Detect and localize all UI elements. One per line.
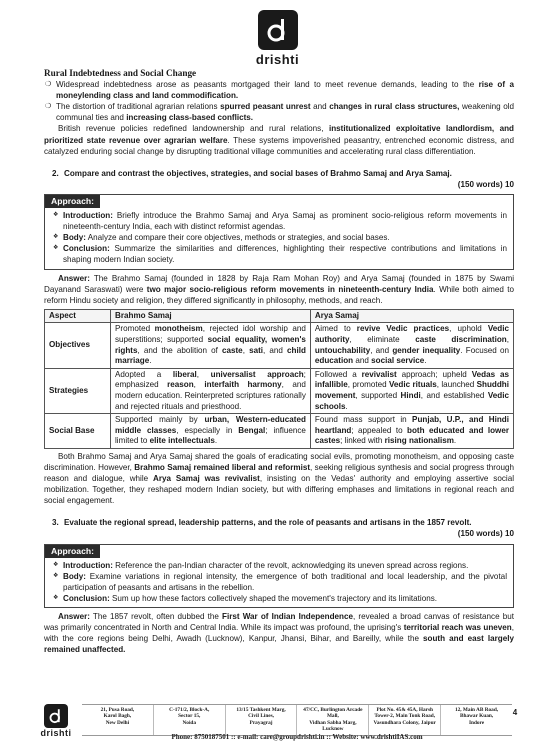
bold-text: both educated and lower castes xyxy=(314,425,509,446)
text-run: Sum up how these factors collectively shaped the movement's trajectory and its limitations. xyxy=(109,593,438,603)
bullet-circle-icon: ❍ xyxy=(45,81,52,89)
text-run: , and the abolition of xyxy=(137,345,222,355)
address-line: Indore xyxy=(468,719,485,726)
text-run: . These systems impoverished peasantry, entrenched economic distress, and catalyzed enduring social change by disrupting traditional village communities and accelerating rural class differentiation. xyxy=(44,135,515,156)
bold-text: untouchability xyxy=(314,345,371,355)
text-run: Followed a xyxy=(314,369,362,379)
bold-text: Vedic schools xyxy=(314,390,509,411)
intro-bullet-list xyxy=(44,79,514,123)
approach-item xyxy=(49,593,507,604)
text-run: , and xyxy=(370,345,393,355)
text-run: , with the core regions being Delhi, Awadh (Lucknow), Kanpur, Jhansi, Bihar, and Bareilly, while the xyxy=(44,623,514,644)
bold-text: social service xyxy=(371,356,425,366)
bold-text: Shuddhi movement xyxy=(314,380,509,400)
bold-text: Introduction: xyxy=(63,211,113,221)
bold-text: spurred peasant unrest xyxy=(220,102,311,112)
text-run: , promoted xyxy=(347,380,389,390)
contact-line: Phone: 8750187501 :: e-mail: care@groupdrishti.in :: Website: www.drishtiIAS.com xyxy=(171,733,423,741)
text-run: Widespread indebtedness arose as peasants mortgaged their land to meet revenue demands, leading to the xyxy=(56,80,479,90)
address-line: Tower-2, Main Tonk Road, xyxy=(374,713,436,720)
text-run: , supported xyxy=(355,390,401,400)
bold-text: sati xyxy=(249,345,264,355)
table-row xyxy=(45,414,514,449)
bold-text: caste discrimination xyxy=(415,334,507,344)
bold-text: Conclusion: xyxy=(63,593,110,603)
conclusion-paragraph xyxy=(44,451,514,506)
text-run: . xyxy=(424,356,427,366)
bold-text: Body: xyxy=(63,571,86,581)
list-item xyxy=(44,79,514,101)
text-run: . xyxy=(453,436,457,446)
address-line: Vidhan Sabha Marg, xyxy=(309,719,357,726)
text-run: , and established xyxy=(420,390,488,400)
bold-text: two major socio-religious reform movements in nineteenth-century India xyxy=(146,284,434,294)
text-run: and xyxy=(353,356,372,366)
bold-text: Answer: xyxy=(58,612,90,622)
footer-logo xyxy=(38,704,74,738)
address-line: Plot No. 45& 45A, Harsh xyxy=(376,707,433,713)
text-run: , eliminate xyxy=(349,334,416,344)
text-run: Aimed to xyxy=(314,324,357,334)
bold-text: institutionalized exploitative landlordism, and prioritized state revenue over agrarian welfare xyxy=(44,124,514,145)
address-block xyxy=(369,705,441,735)
header-logo xyxy=(0,10,555,67)
address-line: 13/15 Tashkent Marg, xyxy=(236,707,286,713)
footer-brand-name: drishti xyxy=(40,728,72,738)
bold-text: First War of Indian Independence xyxy=(222,612,353,622)
approach-box xyxy=(44,194,514,270)
text-run: ; influence limited to xyxy=(115,425,306,446)
address-line: Lucknow xyxy=(322,726,344,733)
text-run: Briefly introduce the Brahmo Samaj and Arya Samaj as prominent socio-religious reform movements in nineteenth-century India, each with distinct reformist agendas. xyxy=(63,211,507,232)
text-run: . xyxy=(149,356,152,366)
text-run: ; linked with xyxy=(340,436,385,446)
approach-list xyxy=(45,208,513,268)
address-line: C-171/2, Block-A, xyxy=(169,707,210,713)
bold-text: monotheism xyxy=(154,324,203,334)
bullet-diamond-icon: ❖ xyxy=(53,245,59,252)
address-line: Bhawar Kuan, xyxy=(459,713,494,720)
bold-text: Vedic authority xyxy=(314,324,509,344)
bullet-diamond-icon: ❖ xyxy=(53,572,59,579)
text-run: , revealed a broad canvas of resistance but was primarily concentrated in North and Central India. While its impact was profound, the uprising's xyxy=(44,612,514,633)
text-run: weakening old communal ties and xyxy=(56,102,514,123)
text-run: Examine variations in regional intensity, the emergence of both traditional and local leadership, and the pivotal participation of peasants and artisans in the rebellion. xyxy=(63,571,507,592)
answer-paragraph xyxy=(44,273,514,306)
approach-box xyxy=(44,544,514,608)
bold-text: revive Vedic practices xyxy=(356,324,450,334)
text-run: , uphold xyxy=(449,324,488,334)
bold-text: elite intellectuals xyxy=(149,436,215,446)
question-2 xyxy=(52,168,514,179)
table-row xyxy=(45,368,514,413)
bold-text: changes in rural class structures, xyxy=(329,102,460,112)
bold-text: interfaith harmony xyxy=(204,380,282,390)
bold-text: revivalist xyxy=(361,369,397,379)
question-number: 2. xyxy=(52,168,59,178)
drishti-logo-icon xyxy=(258,10,298,50)
question-3 xyxy=(52,517,514,528)
brahmo-cell xyxy=(111,414,311,449)
section-heading: Rural Indebtedness and Social Change xyxy=(44,68,197,78)
text-run: Analyze and compare their core objectives, methods or strategies, and social bases. xyxy=(85,233,390,243)
approach-item xyxy=(49,571,507,593)
text-run: , seeking religious synthesis and social progress through reason and dialogue, while xyxy=(44,463,515,484)
bold-text: urban, Western-educated middle classes xyxy=(115,415,306,435)
content xyxy=(44,68,514,655)
text-run: British revenue policies redefined landownership and rural relations, xyxy=(58,124,329,134)
text-run: The 1857 revolt, often dubbed the xyxy=(89,612,223,622)
approach-item xyxy=(49,232,507,243)
text-run: . Focused on xyxy=(460,345,509,355)
address-line: 12, Main AB Road, xyxy=(454,707,499,713)
address-block xyxy=(297,705,369,735)
bullet-diamond-icon: ❖ xyxy=(53,212,59,219)
bold-text: Hindi xyxy=(400,390,421,400)
question-marks: (150 words) 10 xyxy=(457,529,514,539)
bold-text: liberal xyxy=(172,369,197,379)
approach-label: Approach: xyxy=(45,195,100,208)
intro-paragraph xyxy=(44,123,514,156)
footer xyxy=(38,704,522,744)
list-item xyxy=(44,101,514,123)
page-number: 4 xyxy=(508,706,522,720)
text-run: ; emphasized xyxy=(115,369,306,390)
text-run: , especially in xyxy=(176,425,239,435)
address-line: Sector 15, xyxy=(178,713,201,720)
approach-label: Approach: xyxy=(45,545,100,558)
text-run: Supported mainly by xyxy=(115,415,205,425)
approach-item xyxy=(49,210,507,232)
approach-list xyxy=(45,558,513,607)
answer-paragraph xyxy=(44,611,514,655)
text-run: . While both aimed to reform Hindu society and religion, they differed significantly in philosophy, methods, and reach. xyxy=(44,284,515,305)
bold-text: increasing class-based conflicts. xyxy=(126,113,254,123)
bold-text: universalist approach xyxy=(210,369,304,379)
table-row xyxy=(45,323,514,368)
text-run: , and xyxy=(263,345,288,355)
address-block xyxy=(441,705,512,735)
approach-item xyxy=(49,243,507,265)
bold-text: Conclusion: xyxy=(63,244,110,254)
address-line: Prayagraj xyxy=(249,719,273,726)
brahmo-cell xyxy=(111,323,311,368)
text-run: ; appealed to xyxy=(351,425,408,435)
bold-text: Vedas as infallible xyxy=(314,369,509,390)
question-marks: (150 words) 10 xyxy=(457,179,514,189)
bold-text: rise of a moneylending class and land commodification. xyxy=(56,80,514,101)
bold-text: reason xyxy=(167,380,194,390)
bold-text: Brahmo Samaj remained liberal and reformist xyxy=(134,463,311,472)
bullet-diamond-icon: ❖ xyxy=(53,234,59,241)
text-run: , xyxy=(506,334,509,344)
address-line: 47/CC, Burlington Arcade Mall, xyxy=(303,707,363,720)
bold-text: Punjab, U.P., and Hindi heartland xyxy=(314,415,510,435)
text-run: , xyxy=(193,380,205,390)
question-number: 3. xyxy=(52,518,59,528)
address-block xyxy=(226,705,298,735)
text-run: The Brahmo Samaj (founded in 1828 by Raja Ram Mohan Roy) and Arya Samaj (founded in 1875 by Swami Dayanand Saraswati) were xyxy=(44,273,514,294)
text-run: , rejected idol worship and superstitions; supported xyxy=(115,324,306,344)
address-line: Civil Lines, xyxy=(248,713,275,720)
question-text: Evaluate the regional spread, leadership patterns, and the role of peasants and artisans in the 1857 revolt. xyxy=(64,518,472,528)
bold-text: rising nationalism xyxy=(384,436,454,446)
address-block xyxy=(154,705,226,735)
text-run: , xyxy=(242,345,250,355)
bullet-diamond-icon: ❖ xyxy=(53,594,59,601)
text-run: Found mass support in xyxy=(314,415,413,425)
text-run: Adopted a xyxy=(115,369,173,379)
bold-text: Vedic rituals xyxy=(388,380,437,390)
bold-text: gender inequality xyxy=(392,345,461,355)
text-run: . xyxy=(345,401,348,411)
comparison-table xyxy=(44,309,514,449)
address-strip xyxy=(82,704,512,736)
text-run: Promoted xyxy=(115,324,155,334)
bold-text: Introduction: xyxy=(63,560,113,570)
bold-text: education xyxy=(314,356,354,366)
table-header-cell: Arya Samaj xyxy=(310,309,513,323)
table-header-cell: Aspect xyxy=(45,309,111,323)
bold-text: south and east largely remained unaffected. xyxy=(44,634,514,655)
address-block xyxy=(82,705,154,735)
text-run: , launched xyxy=(436,380,477,390)
aspect-cell: Social Base xyxy=(45,414,111,449)
aspect-cell: Objectives xyxy=(45,323,111,368)
bold-text: territorial reach was uneven xyxy=(403,623,512,633)
text-run: , xyxy=(196,369,211,379)
bold-text: child marriage xyxy=(115,345,306,366)
bold-text: caste xyxy=(221,345,243,355)
text-run: approach; upheld xyxy=(396,369,472,379)
address-line: Karol Bagh, xyxy=(103,713,132,720)
arya-cell xyxy=(310,414,513,449)
address-line: New Delhi xyxy=(105,719,130,726)
bullet-diamond-icon: ❖ xyxy=(53,561,59,568)
text-run: . xyxy=(214,436,218,446)
brand-name: drishti xyxy=(255,52,300,67)
text-run: Reference the pan-Indian character of the revolt, acknowledging its uneven spread across regions. xyxy=(112,560,469,570)
address-line: 21, Pusa Road, xyxy=(100,707,135,713)
bold-text: Answer: xyxy=(58,273,90,283)
aspect-cell: Strategies xyxy=(45,368,111,413)
text-run: Summarize the similarities and differences, highlighting their respective contributions and limitations in shaping modern Indian society. xyxy=(63,244,507,265)
approach-item xyxy=(49,560,507,571)
arya-cell xyxy=(310,323,513,368)
drishti-logo-icon xyxy=(44,704,68,728)
text-run: , and modern education. Reinterpreted scriptures rationally and rejected rituals and priesthood. xyxy=(115,380,306,411)
text-run: Both Brahmo Samaj and Arya Samaj shared the goals of eradicating social evils, promoting monotheism, and opposing caste discrimination. However, xyxy=(44,451,514,472)
bullet-circle-icon: ❍ xyxy=(45,103,52,111)
text-run: The distortion of traditional agrarian relations xyxy=(56,102,221,112)
question-text: Compare and contrast the objectives, strategies, and social bases of Brahmo Samaj and Arya Samaj. xyxy=(64,168,452,178)
address-line: Noida xyxy=(182,719,197,726)
text-run: , insisting on the Vedas' authority and employing assertive social mobilization. Together, they reshaped modern Indian society, but with differing emphases and limitations in regional reach and social engagement. xyxy=(44,474,514,506)
bold-text: Arya Samaj was revivalist xyxy=(153,474,260,484)
bold-text: social equality, women's rights xyxy=(115,334,306,355)
brahmo-cell xyxy=(111,368,311,413)
text-run: and xyxy=(310,102,330,112)
bold-text: Bengal xyxy=(238,425,266,435)
table-header-cell: Brahmo Samaj xyxy=(111,309,311,323)
address-line: Vasundhara Colony, Jaipur xyxy=(373,719,436,726)
arya-cell xyxy=(310,368,513,413)
table-header-row xyxy=(45,309,514,323)
bold-text: Body: xyxy=(63,233,86,243)
